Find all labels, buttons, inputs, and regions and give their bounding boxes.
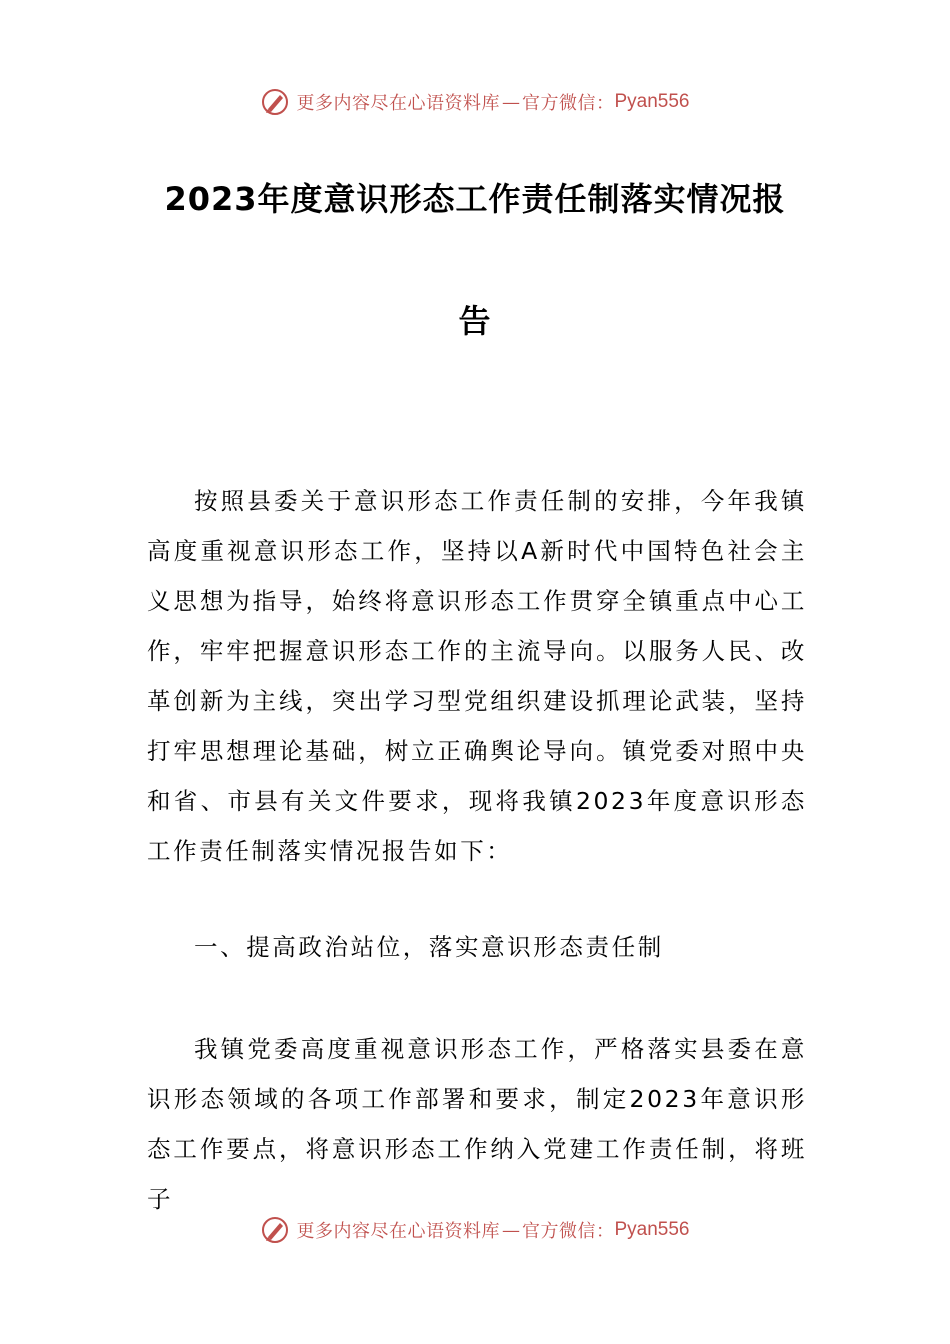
watermark-contact-label: 官方微信： <box>521 1221 615 1242</box>
pen-seal-icon <box>260 1215 290 1245</box>
watermark-separator: — <box>501 91 520 113</box>
watermark-separator: — <box>501 1219 520 1241</box>
document-title-line1: 2023年度意识形态工作责任制落实情况报 <box>164 180 786 218</box>
section-heading-1: 一、提高政治站位，落实意识形态责任制 <box>194 933 664 961</box>
paragraph-section-1: 我镇党委高度重视意识形态工作，严格落实县委在意识形态领域的各项工作部署和要求，制定2023年意识形态工作要点，将意识形态工作纳入党建工作责任制，将班子 <box>147 1035 807 1213</box>
watermark-text: 更多内容尽在心语资料库 <box>296 1221 500 1242</box>
watermark-contact-id: Pyan556 <box>614 1219 690 1240</box>
watermark-footer <box>0 1210 950 1250</box>
pen-seal-icon <box>260 87 290 117</box>
paragraph-intro: 按照县委关于意识形态工作责任制的安排，今年我镇高度重视意识形态工作，坚持以A新时代中国特色社会主义思想为指导，始终将意识形态工作贯穿全镇重点中心工作，牢牢把握意识形态工作的主流导向。以服务人民、改革创新为主线，突出学习型党组织建设抓理论武装，坚持打牢思想理论基础，树立正确舆论导向。镇党委对照中央和省、市县有关文件要求，现将我镇2023年度意识形态工作责任制落实情况报告如下： <box>147 487 807 865</box>
watermark-header <box>0 82 950 122</box>
watermark-contact-id: Pyan556 <box>614 91 690 112</box>
document-title-line2: 告 <box>458 302 492 340</box>
watermark-contact-label: 官方微信： <box>521 93 615 114</box>
watermark-text: 更多内容尽在心语资料库 <box>296 93 500 114</box>
